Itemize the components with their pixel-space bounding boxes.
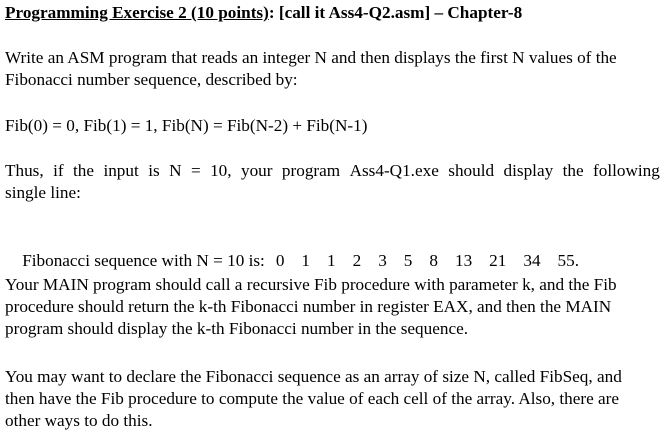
sequence-value: 2 <box>352 251 362 270</box>
example-word: display <box>503 161 554 180</box>
example-word: input <box>103 161 139 180</box>
example-word: following <box>593 161 660 180</box>
main-line-1: Your MAIN program should call a recursive Fib procedure with parameter k, and the Fib <box>5 275 617 294</box>
hint-line-2: then have the Fib procedure to compute the value of each cell of the array. Also, there are <box>5 389 620 408</box>
sequence-value: 8 <box>429 251 438 270</box>
example-word: = <box>190 161 201 180</box>
example-word: 10, <box>210 161 232 180</box>
sequence-value: 1 <box>301 251 311 270</box>
sequence-value: 13 <box>454 251 473 270</box>
example-line-2: single line: <box>5 183 81 202</box>
example-word: is <box>148 161 160 180</box>
sequence-value: 1 <box>327 251 336 270</box>
example-word: your <box>240 161 273 180</box>
sequence-value: 21 <box>489 251 507 270</box>
sequence-value: 5 <box>403 251 413 270</box>
main-line-2: procedure should return the k-th Fibonacci number in register EAX, and then the MAIN <box>5 297 612 316</box>
sequence-value: 3 <box>378 251 387 270</box>
example-word: program <box>281 161 341 180</box>
sequence-value: 34 <box>523 251 541 270</box>
example-word: the <box>562 161 584 180</box>
heading-label: Programming Exercise 2 (10 points) <box>5 3 269 22</box>
heading-rest: : [call it Ass4-Q2.asm] – Chapter-8 <box>268 3 523 22</box>
main-line-3: program should display the k-th Fibonacci number in the sequence. <box>5 319 468 338</box>
sample-output-values <box>265 250 579 272</box>
example-word: should <box>448 161 495 180</box>
sequence-value: 0 <box>275 251 285 270</box>
example-word: if <box>53 161 64 180</box>
fibonacci-formula: Fib(0) = 0, Fib(1) = 1, Fib(N) = Fib(N-2) + Fib(N-1) <box>5 116 368 135</box>
example-line-1 <box>5 160 660 182</box>
sample-output-prefix: Fibonacci sequence with N = 10 is: <box>22 251 265 270</box>
intro-line-2: Fibonacci number sequence, described by: <box>5 70 298 89</box>
example-word: Ass4-Q1.exe <box>349 161 439 180</box>
example-word: N <box>169 161 182 180</box>
hint-line-1: You may want to declare the Fibonacci sequence as an array of size N, called FibSeq, and <box>5 367 622 386</box>
hint-line-3: other ways to do this. <box>5 411 153 430</box>
example-word: Thus, <box>5 161 44 180</box>
example-word: the <box>73 161 95 180</box>
sequence-value: 55. <box>557 251 580 270</box>
exercise-heading <box>5 2 522 24</box>
intro-line-1: Write an ASM program that reads an integer N and then displays the first N values of the <box>5 48 617 67</box>
